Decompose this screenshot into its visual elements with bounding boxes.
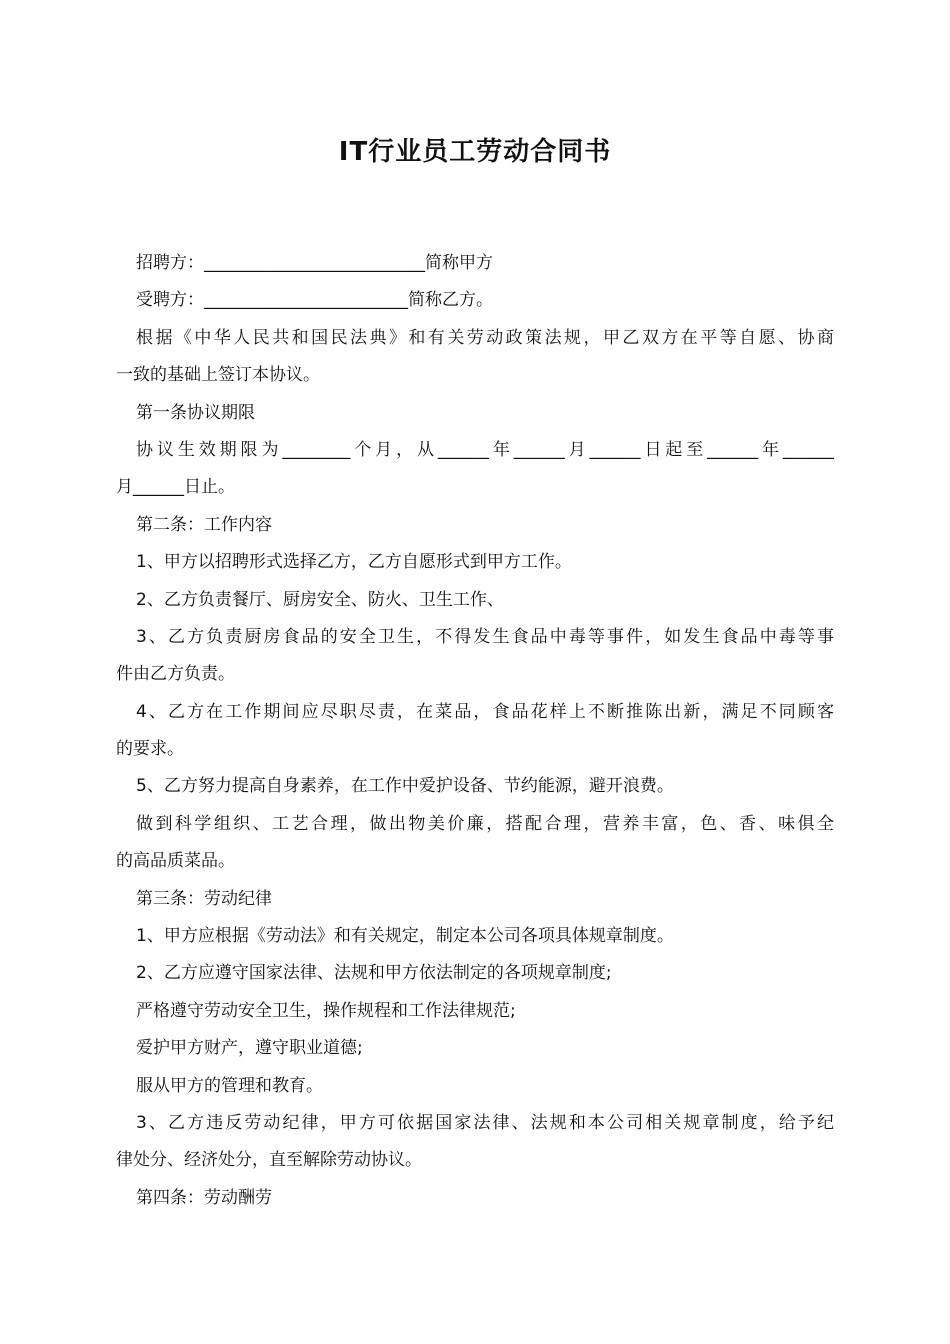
text-line: 第一条协议期限 <box>136 402 255 423</box>
text-line: 5、乙方努力提高自身素养，在工作中爱护设备、节约能源，避开浪费。 <box>136 776 674 797</box>
text-line: 2、乙方负责餐厅、厨房安全、防火、卫生工作、 <box>136 589 504 610</box>
text-line: 协议生效期限为________个月，从______年______月______日起至______年______ <box>136 439 834 460</box>
text-line: 1、甲方应根据《劳动法》和有关规定，制定本公司各项具体规章制度。 <box>136 926 674 947</box>
text-line: 做到科学组织、工艺合理，做出物美价廉，搭配合理，营养丰富，色、香、味俱全 <box>136 813 834 834</box>
text-line: 严格遵守劳动安全卫生，操作规程和工作法律规范; <box>136 1000 516 1021</box>
text-line: 爱护甲方财产，遵守职业道德; <box>136 1038 363 1059</box>
text-line: 服从甲方的管理和教育。 <box>136 1075 323 1096</box>
text-line: 件由乙方负责。 <box>116 664 235 685</box>
text-line: 根据《中华人民共和国民法典》和有关劳动政策法规，甲乙双方在平等自愿、协商 <box>136 327 834 348</box>
text-line: 1、甲方以招聘形式选择乙方，乙方自愿形式到甲方工作。 <box>136 552 572 573</box>
document-body <box>116 245 834 1217</box>
text-line: 3、乙方违反劳动纪律，甲方可依据国家法律、法规和本公司相关规章制度，给予纪 <box>136 1112 834 1133</box>
text-line: 一致的基础上签订本协议。 <box>116 365 320 386</box>
text-line: 律处分、经济处分，直至解除劳动协议。 <box>116 1150 422 1171</box>
text-line: 2、乙方应遵守国家法律、法规和甲方依法制定的各项规章制度; <box>136 963 612 984</box>
text-line: 招聘方：__________________________简称甲方 <box>136 253 493 273</box>
text-line: 的要求。 <box>116 739 184 760</box>
text-line: 的高品质菜品。 <box>116 851 235 872</box>
text-line: 受聘方：________________________简称乙方。 <box>136 290 493 311</box>
text-line: 第三条：劳动纪律 <box>136 888 272 909</box>
text-line: 3、乙方负责厨房食品的安全卫生，不得发生食品中毒等事件，如发生食品中毒等事 <box>136 626 834 647</box>
text-line: 4、乙方在工作期间应尽职尽责，在菜品，食品花样上不断推陈出新，满足不同顾客 <box>136 701 834 722</box>
text-line: 月______日止。 <box>116 477 235 498</box>
text-line: 第二条：工作内容 <box>136 514 272 535</box>
text-line: 第四条：劳动酬劳 <box>136 1187 272 1208</box>
document-title: IT行业员工劳动合同书 <box>338 137 612 167</box>
